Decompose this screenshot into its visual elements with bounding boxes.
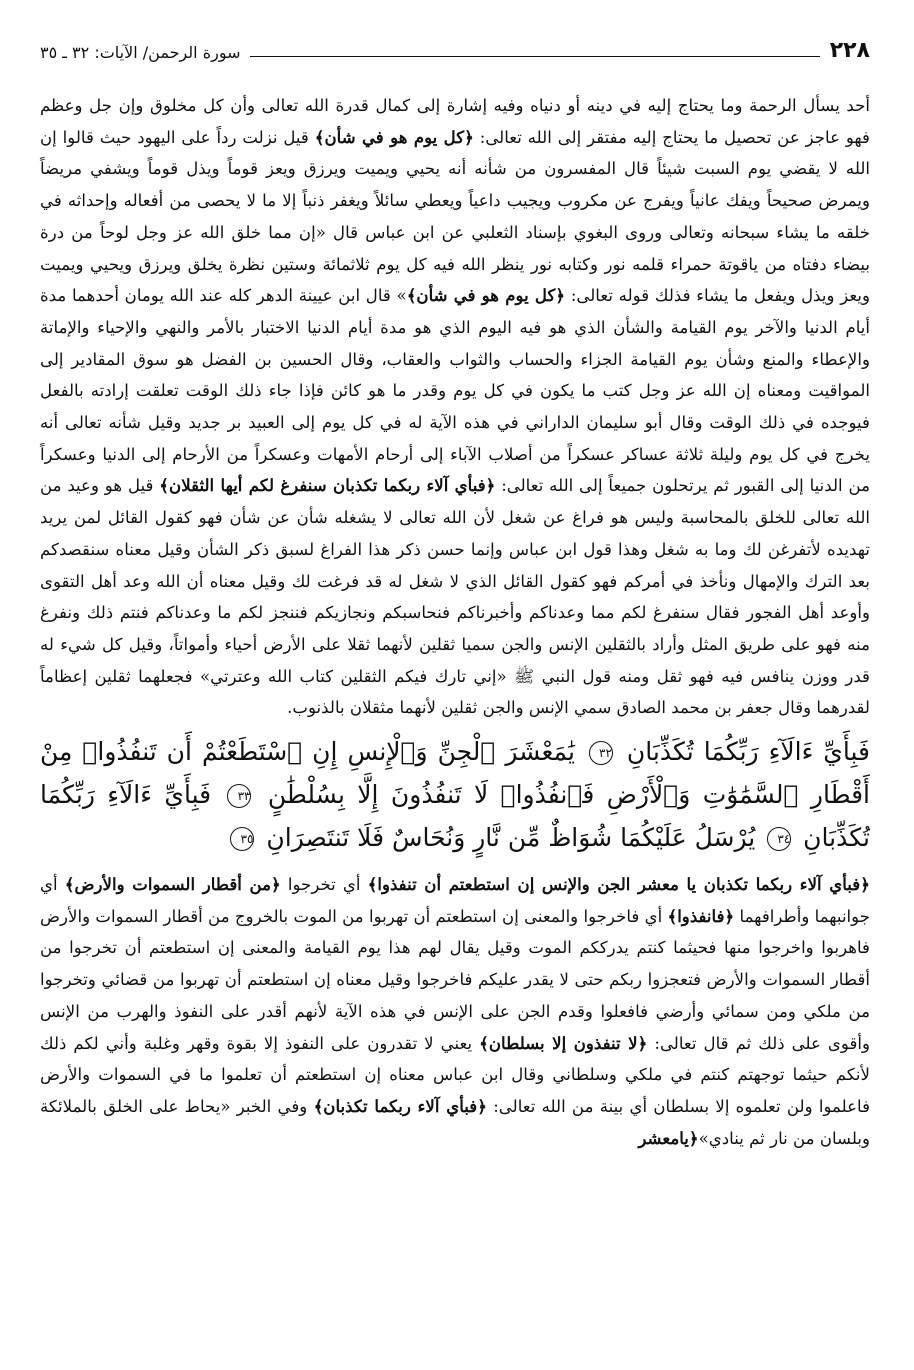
text-run: قيل نزلت رداً على اليهود حيث قالوا إن الله لا يقضي يوم السبت شيئاً قال المفسرون من شأنه أنه يحيي ويميت ويرزق ويعز قوماً ويذل قوماً ويشفي مريضاً ويمرض صحيحاً ويفك عانياً ويفرج عن مكروب ويجيب داعياً ويعطي سائلاً ويغفر ذنباً إلا ما لا يحصى من أفعاله وإحداثه في خلقه ما يشاء سبحانه وتعالى وروى البغوي بإسناد الثعلبي عن ابن عباس قال «إن مما خلق الله عز وجل لوحاً من درة بيضاء دفتاه من ياقوتة حمراء قلمه نور وكتابه نور ينظر الله فيه كل يوم ثلاثمائة وستين نظرة يخلق ويرزق ويحيي ويميت ويعز ويذل ويفعل ما يشاء فذلك قوله تعالى: [40, 127, 871, 306]
text-run: أي جوانبهما وأطرافهما [40, 875, 870, 926]
ayah-text: يَٰمَعْشَرَ ٱلْجِنِّ وَٱلْإِنسِ إِنِ ٱسْتَطَعْتُمْ أَن تَنفُذُوا۟ مِنْ أَقْطَارِ ٱلسَّمَٰوَٰتِ وَٱلْأَرْضِ فَٱنفُذُوا۟ لَا تَنفُذُونَ إِلَّا بِسُلْطَٰنٍ [40, 737, 870, 810]
tafsir-text-section-1 [40, 90, 870, 724]
quran-quote: ﴿يامعشر [638, 1127, 699, 1148]
ayah-number-marker: ٣٢ [589, 741, 613, 765]
paragraph [40, 90, 870, 724]
text-run: أي تخرجوا [287, 875, 361, 895]
text-run: أحد يسأل الرحمة وما يحتاج إليه في دينه أو دنياه وفيه إشارة إلى كمال قدرة الله تعالى وأن كل مخلوق وإن جل وعظم فهو عاجز عن تحصيل ما يحتاج إليه مفتقر إلى الله تعالى: [40, 96, 871, 147]
running-title: سورة الرحمن/ الآيات: ٣٢ ـ ٣٥ [40, 43, 241, 62]
tafsir-text-section-2 [40, 869, 870, 1154]
text-run: قيل هو وعيد من الله تعالى للخلق بالمحاسبة وليس هو فراغ عن شغل لأن الله تعالى لا يشغله شأن عن شأن فهو كقول القائل لمن يريد تهديده لأتفرغن لك وما به شغل وهذا قول ابن عباس وإنما حسن ذكر هذا الفراغ لسبق ذكر الشأن وقيل معناه سنقصدكم بعد الترك والإمهال ونأخذ في أمركم فهو كقول القائل الذي لا شغل له قد فرغت لك وقيل معناه أن الله وعد أهل التقوى وأوعد أهل الفجور فقال سنفرغ لكم مما وعدناكم وأخبرناكم فنحاسبكم ونجازيكم فننجز لكم ما وعدناكم فنتم ذلك ونفرغ منه فهو على طريق المثل وأراد بالثقلين الإنس والجن سميا ثقلين لأنهما ثقلا على الأرض أحياء وأمواتاً، وقيل كل شيء له قدر ووزن ينافس فيه فهو ثقل ومنه قول النبي ﷺ «إني تارك فيكم الثقلين كتاب الله وعترتي» فجعلهما ثقلين إعظاماً لقدرهما وقال جعفر بن محمد الصادق سمي الإنس والجن ثقلين لأنهما مثقلان بالذنوب. [40, 476, 870, 718]
quran-quote: ﴿كل يوم هو في شأن﴾ [314, 126, 474, 147]
quran-quote: ﴿فبأي آلاء ربكما تكذبان يا معشر الجن والإنس إن استطعتم أن تنفذوا﴾ [367, 874, 870, 895]
text-run: وفي الخبر «يحاط على الخلق بالملائكة وبلسان من نار ثم ينادي» [40, 1096, 870, 1148]
quran-quote: ﴿فبأي آلاء ربكما تكذبان﴾ [313, 1095, 487, 1116]
paragraph [40, 869, 870, 1154]
ayah-number-marker: ٣٤ [767, 827, 791, 851]
ayah-text: فَبِأَيِّ ءَالَآءِ رَبِّكُمَا تُكَذِّبَانِ [40, 780, 870, 853]
page-header [40, 30, 870, 64]
page-number: ٢٢٨ [829, 38, 870, 63]
quran-quote: ﴿فبأي آلاء ربكما تكذبان سنفرغ لكم أيها الثقلان﴾ [159, 475, 496, 496]
quran-quote: ﴿لا تنفذون إلا بسلطان﴾ [479, 1032, 648, 1053]
ayah-text: يُرْسَلُ عَلَيْكُمَا شُوَاظٌ مِّن نَّارٍ وَنُحَاسٌ فَلَا تَنتَصِرَانِ [266, 823, 756, 853]
quran-verses-block [40, 730, 870, 859]
header-rule [250, 56, 819, 57]
text-run: » قال ابن عيينة الدهر كله عند الله يومان أحدهما مدة أيام الدنيا والآخر يوم القيامة والشأن الذي هو فيه اليوم الذي هو مدة أيام الدنيا الاختبار بالأمر والنهي والإحياء والإماتة والإعطاء والمنع وشأن يوم القيامة الجزاء والحساب والثواب والعقاب، وقال الحسين بن الفضل هو سوق المقادير إلى المواقيت ومعناه إن الله عز وجل كتب ما يكون في كل يوم وقدر ما هو كائن فإذا جاء ذلك الوقت تعلقت إرادته بالفعل فيوجده في ذلك الوقت وقال أبو سليمان الداراني في هذه الآية له في كل يوم إلى العبيد بر جديد وقيل شأنه تعالى أنه يخرج في كل يوم وليلة ثلاثة عساكر عسكراً من أصلاب الآباء إلى أرحام الأمهات وعسكراً من الأرحام إلى الدنيا وعسكراً من الدنيا إلى القبور ثم يرتحلون جميعاً إلى الله تعالى: [40, 286, 870, 496]
quran-quote: ﴿كل يوم هو في شأن﴾ [406, 285, 566, 306]
quran-quote: ﴿فانفذوا﴾ [667, 905, 735, 926]
text-run: أي فاخرجوا والمعنى إن استطعتم أن تهربوا من الموت بالخروج من أقطار السموات والأرض فاهربوا واخرجوا منها فحيثما كنتم يدرككم الموت وقيل يقال لهم هذا يوم القيامة والمعنى إن استطعتم أن تخرجوا من أقطار السموات والأرض فتعجزوا ربكم حتى لا يقدر عليكم فاخرجوا وقيل معناه إن استطعتم أن تهربوا من قضائي وتخرجوا من ملكي ومن سمائي وأرضي فافعلوا وقدم الجن على الإنس في هذه الآية لأنهم أقدر على النفوذ والهرب من الإنس وأقوى على ذلك ثم قال تعالى: [39, 906, 871, 1053]
ayah-number-marker: ٣٣ [227, 784, 251, 808]
text-run: يعني لا تقدرون على النفوذ إلا بقوة وقهر وغلبة وأني لكم ذلك لأنكم حيثما توجهتم كنتم في ملكي وسلطاني وقال ابن عباس معناه إن استطعتم أن تعلموا ما في السموات والأرض فاعلموا ولن تعلموه إلا بسلطان أي بينة من الله تعالى: [40, 1033, 871, 1116]
ayah-text: فَبِأَيِّ ءَالَآءِ رَبِّكُمَا تُكَذِّبَانِ [626, 737, 870, 767]
quran-quote: ﴿من أقطار السموات والأرض﴾ [64, 874, 281, 895]
ayah-number-marker: ٣٥ [230, 827, 254, 851]
